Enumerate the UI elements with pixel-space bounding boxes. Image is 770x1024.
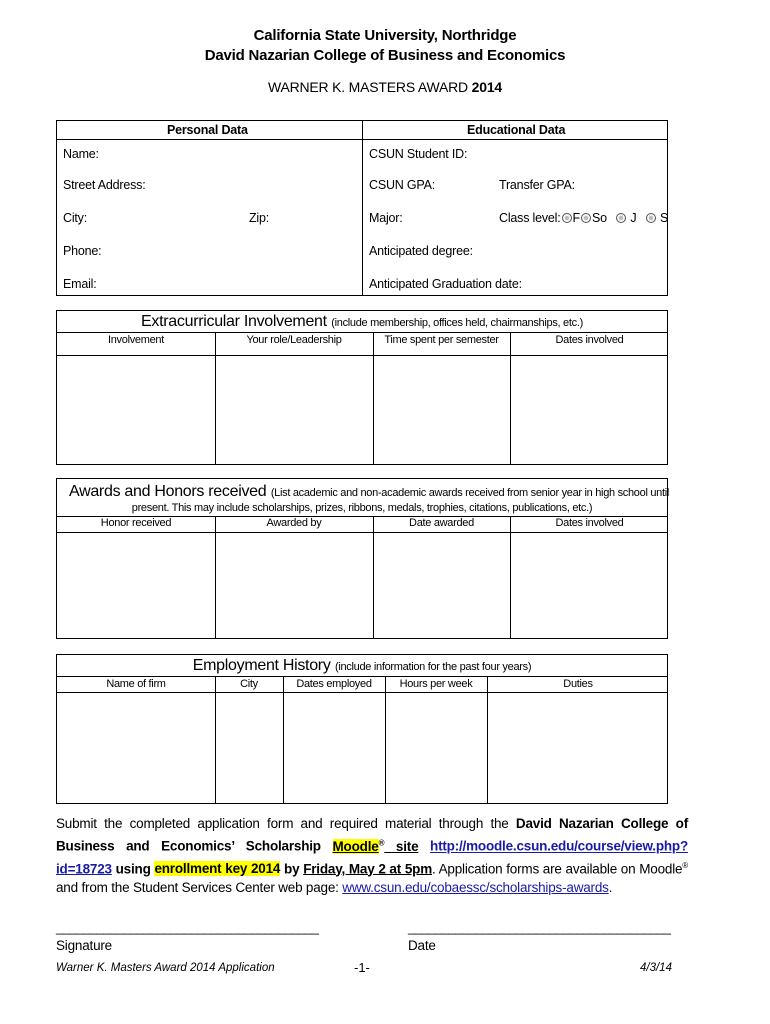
moodle-text: Moodle [332,838,379,854]
awards-heading: Awards and Honors received [69,483,267,500]
class-option-f: F [572,211,580,225]
college-scholarship-name: David Nazarian College of Business and Economics’ Scholarship [56,816,688,854]
employment-table [56,654,668,804]
col-name-of-firm: Name of firm [106,678,166,690]
date-label: Date [408,938,436,953]
deadline: Friday, May 2 at 5pm [303,861,432,876]
col-role: Your role/Leadership [246,334,342,346]
extracurricular-table [56,310,668,465]
column-divider [385,676,386,803]
class-level-group [499,211,668,225]
employment-title-divider [57,676,667,677]
employment-title [57,657,667,675]
class-option-j: J [630,211,637,225]
col-dates-employed: Dates employed [296,678,372,690]
submission-instructions: Submit the completed application form and required material through the David Nazarian College of Business and Economics’ Scholarship Moodle® site http://moodle.csun.edu/course/view.php?id=18723 using enrollment key 2014 by Friday, May 2 at 5pm. Application forms are available on Moodle® and from the Student Services Center web page: www.csun.edu/cobaessc/scholarships-awards. [56,816,688,895]
col-honor-received: Honor received [100,517,172,529]
major-field[interactable]: Major: [369,211,403,225]
footer-date: 4/3/14 [640,962,672,974]
employment-note: (include information for the past four years) [334,661,532,673]
column-divider [215,332,216,464]
column-divider [215,676,216,803]
col-awarded-by: Awarded by [266,517,322,529]
column-divider [487,676,488,803]
educational-data-heading: Educational Data [467,123,566,137]
employment-heading: Employment History [192,657,331,674]
column-divider [373,516,374,638]
awards-note-line1: (List academic and non-academic awards received from senior year in high school until [270,487,670,499]
column-divider [283,676,284,803]
award-name: WARNER K. MASTERS AWARD [267,79,468,95]
column-divider [510,332,511,464]
city-field[interactable]: City: [63,211,88,225]
email-field[interactable]: Email: [63,277,97,291]
class-senior-radio-icon[interactable] [646,213,656,223]
col-dates-involved: Dates involved [555,334,624,346]
personal-educational-table [56,120,668,296]
extracurricular-header-divider [57,355,667,356]
column-divider [510,516,511,638]
page-number: -1- [354,960,370,975]
college-name: David Nazarian College of Business and Economics [204,47,566,64]
col-city: City [240,678,258,690]
column-divider [362,121,363,295]
award-title [0,78,770,96]
column-divider [373,332,374,464]
col-dates-involved: Dates involved [555,517,624,529]
awards-header-divider [57,532,667,533]
graduation-date-field[interactable]: Anticipated Graduation date: [369,277,522,291]
phone-field[interactable]: Phone: [63,244,102,258]
awards-title [69,483,670,501]
class-freshman-radio-icon[interactable] [562,213,572,223]
instructions-text-1: Submit the completed application form and required material through the [56,816,516,831]
site-text: site [384,838,419,854]
award-year: 2014 [471,79,503,95]
col-hours-per-week: Hours per week [399,678,473,690]
col-duties: Duties [563,678,593,690]
header-divider [57,139,667,140]
class-level-label: Class level: [499,211,561,225]
extracurricular-heading: Extracurricular Involvement [141,313,327,330]
student-id-field[interactable]: CSUN Student ID: [369,147,468,161]
name-field[interactable]: Name: [63,147,99,161]
extracurricular-title [57,313,667,331]
university-name: California State University, Northridge [253,27,517,44]
zip-field[interactable]: Zip: [249,211,270,225]
scholarships-awards-link[interactable]: www.csun.edu/cobaessc/scholarships-awards [342,880,609,895]
extracurricular-note: (include membership, offices held, chairmanships, etc.) [331,317,583,329]
col-date-awarded: Date awarded [409,517,474,529]
class-sophomore-radio-icon[interactable] [581,213,591,223]
anticipated-degree-field[interactable]: Anticipated degree: [369,244,473,258]
transfer-gpa-field[interactable]: Transfer GPA: [499,178,575,192]
gpa-field[interactable]: CSUN GPA: [369,178,436,192]
col-involvement: Involvement [107,334,164,346]
awards-table [56,478,668,639]
document-header [0,26,770,96]
footer-title: Warner K. Masters Award 2014 Application [56,962,275,974]
signature-line[interactable]: _______________________________________ [56,920,319,935]
enrollment-key: enrollment key 2014 [154,861,281,876]
column-divider [215,516,216,638]
moodle-course-link[interactable]: http://moodle.csun.edu/course/view.php?id=18723 [56,838,688,876]
extracurricular-title-divider [57,332,667,333]
employment-header-divider [57,692,667,693]
date-line[interactable]: _______________________________________ [408,920,671,935]
personal-data-heading: Personal Data [167,123,248,137]
awards-note-line2: present. This may include scholarships, prizes, ribbons, medals, trophies, citations, publications, etc.) [131,502,593,514]
class-option-so: So [591,211,607,225]
class-junior-radio-icon[interactable] [616,213,626,223]
signature-label: Signature [56,938,112,953]
street-address-field[interactable]: Street Address: [63,178,146,192]
col-time-spent: Time spent per semester [384,334,499,346]
class-option-s: S [660,211,669,225]
